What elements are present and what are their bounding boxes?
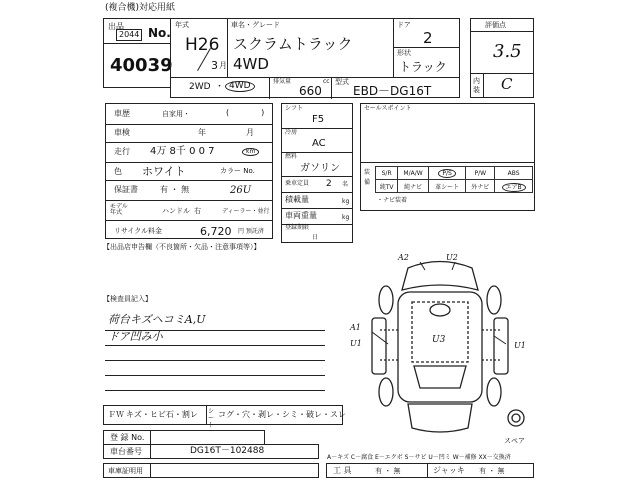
displacement-label: 排気量 [273, 78, 292, 85]
report-title: 【検査員記入】 [103, 295, 152, 303]
load-unit: kg [342, 198, 350, 205]
month-value: 3 [211, 59, 218, 72]
frame-number: DG16T－102488 [190, 446, 265, 456]
shift-label: シフト [285, 105, 304, 112]
inspection-due-label: 登録期限 [285, 224, 310, 231]
report-line-2: ドア凹み小 [108, 330, 163, 343]
warranty-label: 保証書 [114, 185, 138, 194]
cert-label: 車庫証明用 [108, 467, 143, 475]
shift-value: F5 [312, 114, 325, 125]
mark-u1-left: U1 [350, 339, 362, 348]
ac-label: 冷房 [285, 129, 298, 136]
listing-note: 【出品店申告欄（不良箇所・欠品・注意事項等）】 [103, 243, 261, 251]
model-label: 型式 [335, 78, 349, 86]
drive-4wd: 4WD [225, 81, 255, 92]
recycle-label: リサイクル料金 [114, 227, 163, 235]
handle-label: ハンドル [162, 207, 190, 215]
history-options: 自家用・ [162, 110, 190, 118]
spec-box [281, 103, 353, 243]
ac-value: AC [312, 138, 326, 149]
sales-point-box [360, 103, 535, 211]
interior-label: 内装 [473, 77, 480, 94]
capacity-value: 2 [326, 179, 332, 189]
month-suffix: 月 [219, 61, 227, 70]
other-legend: コグ・穴・剥レ・シミ・破レ・スレ [218, 410, 346, 419]
shaken-month-unit: 月 [246, 128, 254, 137]
grade-box [470, 18, 534, 98]
mark-u1-right: U1 [514, 341, 526, 350]
doors-label: ドア [397, 21, 411, 29]
color-label: 色 [114, 167, 122, 176]
fuel-value: ガソリン [300, 163, 340, 174]
recycle-amount: 6,720 [200, 225, 232, 238]
sales-point-label: セールスポイント [364, 105, 412, 112]
day-unit: 日 [312, 234, 319, 241]
equip-tv: 純TV [376, 180, 398, 193]
shaken-year-unit: 年 [198, 128, 206, 137]
load-label: 積載量 [285, 195, 309, 204]
form-header-text: (複合機)対応用紙 [105, 3, 176, 13]
equip-ext-navi: 外ナビ [466, 180, 495, 193]
dealer-label: ディーラー・並行 [222, 208, 270, 215]
jack-options: 有 ・ 無 [479, 467, 505, 475]
name-label: 車名・グレード [231, 21, 280, 29]
fw-label: ＦＷ [108, 410, 124, 419]
cert-box [103, 463, 319, 478]
tools-label: 工 具 [333, 466, 352, 475]
lot-number: 40039 [110, 55, 173, 76]
year-label: 年式 [175, 21, 189, 29]
hold-label: 出品 [108, 22, 124, 31]
mark-u3: U3 [432, 335, 446, 345]
grade-title: 評価点 [485, 21, 506, 29]
doors-value: 2 [423, 29, 433, 47]
vehicle-box [170, 18, 460, 98]
mileage-label: 走行 [114, 147, 130, 156]
mileage-unit: km [242, 148, 259, 156]
capacity-label: 乗車定員 [285, 180, 310, 187]
navi-label: ・ナビ装着 [377, 197, 408, 204]
equipment-table [375, 166, 533, 193]
equip-leather: 革シート [428, 180, 466, 193]
lot-box [103, 18, 171, 88]
recycle-unit: 円 預託済 [238, 228, 264, 235]
mileage-value: 4万 8千 0 0 7 [150, 146, 215, 157]
tools-options: 有 ・ 無 [375, 467, 401, 475]
shaken-label: 車検 [114, 128, 130, 137]
color-value: ホワイト [142, 165, 186, 178]
vehicle-name: スクラムトラック [233, 35, 353, 53]
mark-u2: U2 [446, 253, 458, 262]
interior-score: C [501, 75, 513, 93]
weight-label: 車両重量 [285, 211, 317, 220]
equip-maw: M/A/W [398, 167, 429, 180]
fw-box [103, 405, 346, 429]
era-year: H26 [185, 35, 220, 55]
color-no-label: カラー No. [220, 167, 255, 175]
vehicle-grade: 4WD [233, 55, 269, 73]
defect-legend: キズ・ヒビ石・割レ [126, 410, 198, 419]
model-code: EBD－DG16T [353, 84, 432, 98]
equip-navi: 純ナビ [398, 180, 429, 193]
jack-label: ジャッキ [433, 466, 465, 475]
frame-box [103, 444, 319, 459]
mark-a1: A1 [350, 323, 361, 332]
model-year-label: モデル年式 [110, 203, 128, 216]
registration-box [103, 430, 265, 445]
equip-airbag: エアB [495, 180, 533, 193]
body-type: トラック [399, 60, 447, 74]
equipment-label: 装備 [364, 169, 371, 186]
drive-separator: ・ [215, 82, 225, 92]
warranty-options: 有 ・ 無 [160, 185, 190, 194]
equip-pw: P/W [466, 167, 495, 180]
fuel-label: 燃料 [285, 153, 298, 160]
drive-2wd: 2WD [189, 82, 211, 92]
tools-box [326, 463, 534, 478]
displacement-unit: cc [323, 78, 330, 85]
capacity-unit: 名 [342, 181, 349, 188]
details-box [105, 103, 273, 239]
history-bracket: ( ) [226, 108, 265, 117]
history-label: 車歴 [114, 109, 130, 118]
equip-sr: S/R [376, 167, 398, 180]
mark-a2: A2 [398, 253, 409, 262]
equip-abs: ABS [495, 167, 533, 180]
no-label: No. [148, 26, 171, 40]
weight-unit: kg [342, 214, 350, 221]
grade-score: 3.5 [493, 41, 522, 62]
displacement-value: 660 [299, 84, 322, 98]
frame-label: 車台番号 [110, 447, 142, 456]
sheet-label: シート [208, 408, 215, 429]
spare-label: スペア [504, 437, 525, 445]
report-line-1: 荷台キズヘコミA,U [108, 313, 206, 326]
body-label: 形状 [397, 49, 411, 57]
registration-label: 登 録 No. [110, 433, 145, 442]
color-code: 26U [230, 185, 252, 196]
handle-options: 右 [194, 207, 201, 215]
equip-ps: P/S [428, 167, 466, 180]
damage-legend: A－キズ C－腐食 E－エクボ S－サビ U－凹ミ W－補修 XX－交換済 [327, 454, 511, 461]
hold-number: 2044 [116, 29, 142, 41]
